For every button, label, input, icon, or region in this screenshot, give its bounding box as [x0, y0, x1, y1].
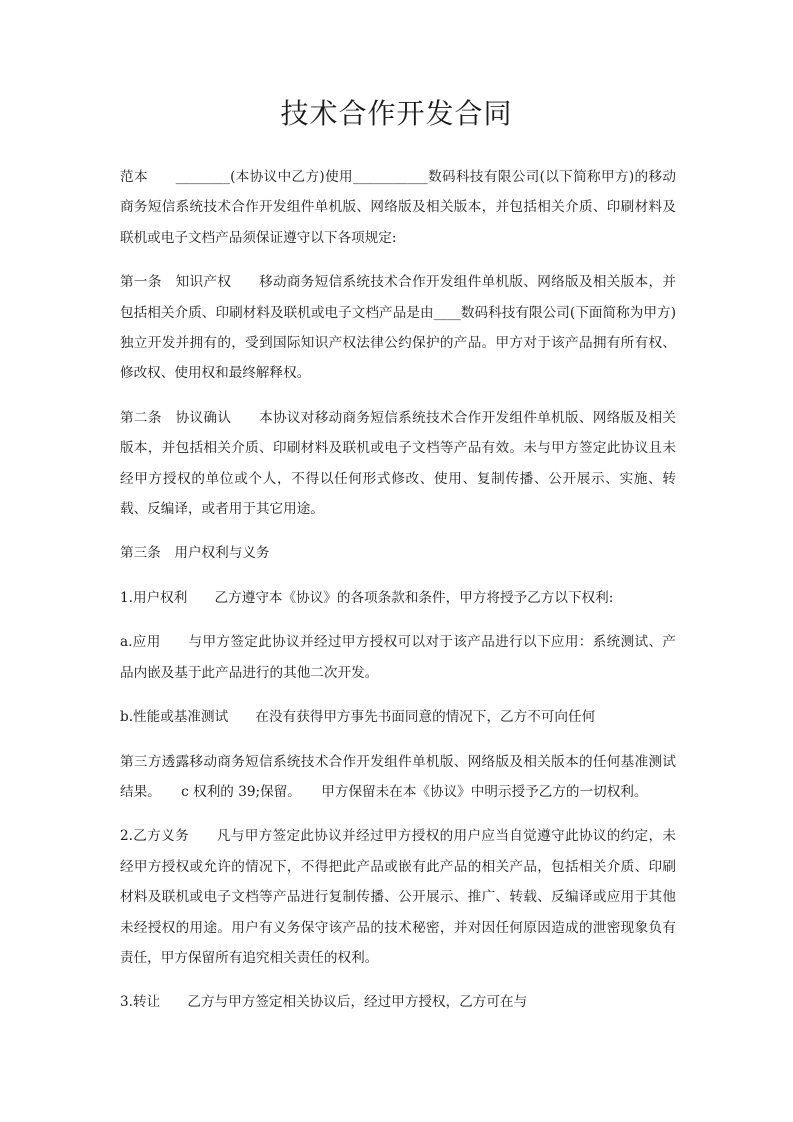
paragraph-article-3-heading: 第三条 用户权利与义务	[120, 545, 270, 562]
paragraph-preamble: 范本 ________(本协议中乙方)使用___________数码科技有限公司(以下简称甲方)的移动商务短信系统技术合作开发组件单机版、网络版及相关版本，并包括相关介质、印刷材料及联机或电子文档产品须保证遵守以下各项规定:	[120, 169, 676, 246]
document-title: 技术合作开发合同	[280, 97, 513, 130]
paragraph-obligations: 2.乙方义务 凡与甲方签定此协议并经过甲方授权的用户应当自觉遵守此协议的约定，未经甲方授权或允许的情况下，不得把此产品或嵌有此产品的相关产品，包括相关介质、印刷材料及联机或电子文档等产品进行复制传播、公开展示、推广、转载、反编译或应用于其他未经授权的用途。用户有义务保守该产品的技术秘密，并对因任何原因造成的泄密现象负有责任，甲方保留所有追究相关责任的权利。	[120, 828, 676, 966]
paragraph-transfer: 3.转让 乙方与甲方签定相关协议后，经过甲方授权，乙方可在与	[120, 994, 528, 1011]
paragraph-article-1: 第一条 知识产权 移动商务短信系统技术合作开发组件单机版、网络版及相关版本，并包括相关介质、印刷材料及联机或电子文档产品是由____数码科技有限公司(下面简称为甲方)独立开发并拥有的，受到国际知识产权法律公约保护的产品。甲方对于该产品拥有所有权、修改权、使用权和最终解释权。	[120, 274, 676, 382]
paragraph-article-2: 第二条 协议确认 本协议对移动商务短信系统技术合作开发组件单机版、网络版及相关版本，并包括相关介质、印刷材料及联机或电子文档等产品有效。未与甲方签定此协议且未经甲方授权的单位或个人，不得以任何形式修改、使用、复制传播、公开展示、实施、转载、反编译，或者用于其它用途。	[120, 409, 676, 518]
paragraph-benchmark: b.性能或基准测试 在没有获得甲方事先书面同意的情况下，乙方不可向任何	[120, 709, 596, 726]
paragraph-application: a.应用 与甲方签定此协议并经过甲方授权可以对于该产品进行以下应用：系统测试、产品内嵌及基于此产品进行的其他二次开发。	[120, 634, 676, 681]
paragraph-third-party: 第三方透露移动商务短信系统技术合作开发组件单机版、网络版及相关版本的任何基准测试结果。 c 权利的 39;保留。 甲方保留未在本《协议》中明示授予乙方的一切权利。	[120, 753, 676, 800]
document-body	[120, 162, 676, 1032]
paragraph-user-rights: 1.用户权利 乙方遵守本《协议》的各项条款和条件，甲方将授予乙方以下权利:	[120, 589, 614, 606]
